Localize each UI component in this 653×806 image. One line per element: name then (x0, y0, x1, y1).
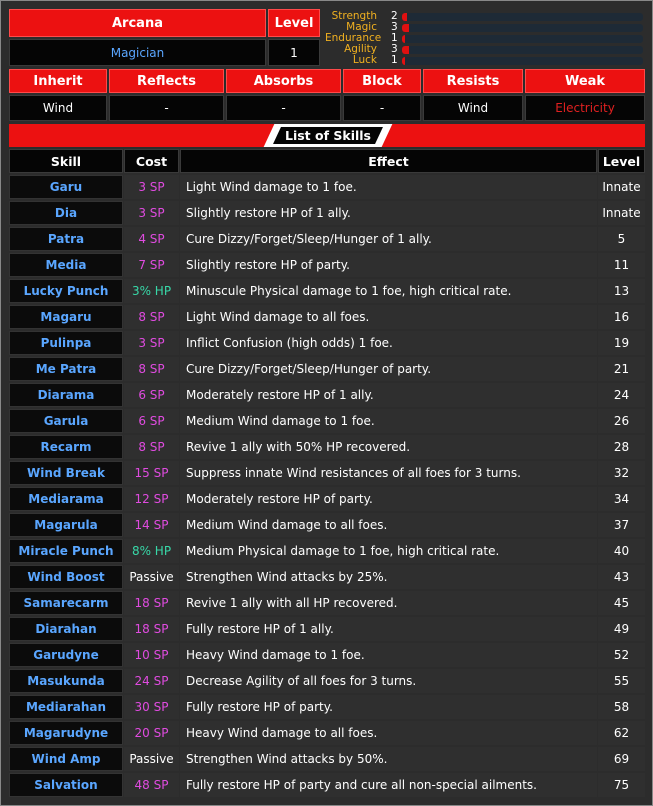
skill-effect: Light Wind damage to 1 foe. (180, 175, 597, 199)
skill-cost: 15 SP (124, 461, 179, 485)
skill-effect: Revive 1 ally with 50% HP recovered. (180, 435, 597, 459)
skill-name-link[interactable]: Wind Break (9, 461, 123, 485)
skill-level: 24 (598, 383, 645, 407)
skill-row (9, 539, 645, 563)
affinity-value-inherit: Wind (9, 95, 107, 121)
stat-value: 3 (391, 21, 398, 33)
skill-row (9, 461, 645, 485)
stat-bar-fill (402, 13, 407, 21)
skill-level: 75 (598, 773, 645, 797)
skill-row (9, 253, 645, 277)
skill-effect: Fully restore HP of party. (180, 695, 597, 719)
skill-name-link[interactable]: Dia (9, 201, 123, 225)
skill-row (9, 201, 645, 225)
skill-row (9, 409, 645, 433)
arcana-header: Arcana (9, 9, 266, 37)
skill-row (9, 747, 645, 771)
arcana-value[interactable]: Magician (9, 39, 266, 66)
skill-row (9, 591, 645, 615)
skill-name-link[interactable]: Media (9, 253, 123, 277)
skill-level: 37 (598, 513, 645, 537)
header-effect: Effect (180, 149, 597, 173)
skill-level: 21 (598, 357, 645, 381)
skill-level: 34 (598, 487, 645, 511)
skill-row (9, 617, 645, 641)
stat-value: 3 (391, 43, 398, 55)
skill-cost: 3 SP (124, 175, 179, 199)
skill-cost: 48 SP (124, 773, 179, 797)
skill-cost: 8 SP (124, 435, 179, 459)
skill-level: 26 (598, 409, 645, 433)
affinity-header-absorbs: Absorbs (226, 69, 341, 93)
skill-row (9, 643, 645, 667)
stat-bar-fill (402, 46, 409, 54)
skill-cost: 30 SP (124, 695, 179, 719)
stat-bar-fill (402, 57, 405, 65)
skill-level: 43 (598, 565, 645, 589)
level-value: 1 (268, 39, 320, 66)
skill-level: 52 (598, 643, 645, 667)
skill-row (9, 331, 645, 355)
skill-effect: Heavy Wind damage to all foes. (180, 721, 597, 745)
skill-name-link[interactable]: Garu (9, 175, 123, 199)
stat-bar-fill (402, 24, 409, 32)
skill-name-link[interactable]: Diarama (9, 383, 123, 407)
skill-level: 19 (598, 331, 645, 355)
stat-label: Agility (344, 43, 377, 55)
skill-row (9, 565, 645, 589)
skill-cost: 14 SP (124, 513, 179, 537)
skill-level: 32 (598, 461, 645, 485)
header-level: Level (598, 149, 645, 173)
affinity-value-resists: Wind (423, 95, 523, 121)
skill-level: 69 (598, 747, 645, 771)
skill-name-link[interactable]: Miracle Punch (9, 539, 123, 563)
skill-cost: Passive (124, 747, 179, 771)
skill-name-link[interactable]: Salvation (9, 773, 123, 797)
skill-row (9, 513, 645, 537)
skill-row (9, 279, 645, 303)
skill-level: 55 (598, 669, 645, 693)
skill-effect: Moderately restore HP of 1 ally. (180, 383, 597, 407)
skill-name-link[interactable]: Garudyne (9, 643, 123, 667)
stat-bar (402, 24, 643, 32)
skill-row (9, 175, 645, 199)
header-cost: Cost (124, 149, 179, 173)
skill-level: 13 (598, 279, 645, 303)
skill-cost: 8% HP (124, 539, 179, 563)
level-header: Level (268, 9, 320, 37)
skill-level: 5 (598, 227, 645, 251)
skill-row (9, 669, 645, 693)
skill-cost: 10 SP (124, 643, 179, 667)
skill-level: Innate (598, 201, 645, 225)
skill-level: 28 (598, 435, 645, 459)
skill-effect: Medium Wind damage to 1 foe. (180, 409, 597, 433)
skill-effect: Revive 1 ally with all HP recovered. (180, 591, 597, 615)
stat-bar-fill (402, 35, 405, 43)
skill-effect: Light Wind damage to all foes. (180, 305, 597, 329)
skill-effect: Slightly restore HP of party. (180, 253, 597, 277)
skill-name-link[interactable]: Me Patra (9, 357, 123, 381)
skill-effect: Cure Dizzy/Forget/Sleep/Hunger of 1 ally. (180, 227, 597, 251)
stat-label: Magic (346, 21, 377, 33)
stat-value: 1 (391, 54, 398, 66)
skill-cost: Passive (124, 565, 179, 589)
skill-name-link[interactable]: Lucky Punch (9, 279, 123, 303)
skill-cost: 4 SP (124, 227, 179, 251)
skill-effect: Minuscule Physical damage to 1 foe, high critical rate. (180, 279, 597, 303)
skill-cost: 24 SP (124, 669, 179, 693)
skill-effect: Decrease Agility of all foes for 3 turns. (180, 669, 597, 693)
header-skill: Skill (9, 149, 123, 173)
stat-label: Luck (352, 54, 377, 66)
affinity-value-reflects: - (109, 95, 224, 121)
skill-row (9, 357, 645, 381)
skill-cost: 3 SP (124, 331, 179, 355)
skill-row (9, 487, 645, 511)
affinity-value-weak: Electricity (525, 95, 645, 121)
skill-name-link[interactable]: Mediarahan (9, 695, 123, 719)
skill-effect: Inflict Confusion (high odds) 1 foe. (180, 331, 597, 355)
skill-name-link[interactable]: Magarula (9, 513, 123, 537)
skill-cost: 6 SP (124, 409, 179, 433)
skill-cost: 12 SP (124, 487, 179, 511)
skill-name-link[interactable]: Diarahan (9, 617, 123, 641)
skill-cost: 20 SP (124, 721, 179, 745)
skill-row (9, 773, 645, 797)
skill-name-link[interactable]: Pulinpa (9, 331, 123, 355)
skill-name-link[interactable]: Patra (9, 227, 123, 251)
skill-cost: 6 SP (124, 383, 179, 407)
skill-name-link[interactable]: Wind Boost (9, 565, 123, 589)
skill-level: 45 (598, 591, 645, 615)
affinity-header-weak: Weak (525, 69, 645, 93)
skill-effect: Fully restore HP of party and cure all non-special ailments. (180, 773, 597, 797)
skill-level: 49 (598, 617, 645, 641)
skills-title: List of Skills (284, 128, 371, 143)
skill-name-link[interactable]: Wind Amp (9, 747, 123, 771)
skill-level: 58 (598, 695, 645, 719)
skill-cost: 8 SP (124, 305, 179, 329)
skill-row (9, 695, 645, 719)
skill-effect: Moderately restore HP of party. (180, 487, 597, 511)
skill-level: 62 (598, 721, 645, 745)
skill-level: 11 (598, 253, 645, 277)
skill-cost: 7 SP (124, 253, 179, 277)
skill-row (9, 435, 645, 459)
skill-name-link[interactable]: Magaru (9, 305, 123, 329)
affinity-value-absorbs: - (226, 95, 341, 121)
stat-value: 1 (391, 32, 398, 44)
skill-cost: 18 SP (124, 591, 179, 615)
skill-level: Innate (598, 175, 645, 199)
skill-cost: 3% HP (124, 279, 179, 303)
skill-name-link[interactable]: Garula (9, 409, 123, 433)
skill-effect: Slightly restore HP of 1 ally. (180, 201, 597, 225)
affinity-header-reflects: Reflects (109, 69, 224, 93)
affinity-header-inherit: Inherit (9, 69, 107, 93)
skill-row (9, 305, 645, 329)
skill-name-link[interactable]: Masukunda (9, 669, 123, 693)
skill-name-link[interactable]: Samarecarm (9, 591, 123, 615)
skill-effect: Medium Physical damage to 1 foe, high critical rate. (180, 539, 597, 563)
skill-row (9, 227, 645, 251)
skill-effect: Strengthen Wind attacks by 25%. (180, 565, 597, 589)
stat-bar (402, 57, 643, 65)
skill-effect: Fully restore HP of 1 ally. (180, 617, 597, 641)
affinity-header-block: Block (343, 69, 421, 93)
stat-label: Endurance (325, 32, 382, 44)
skill-level: 16 (598, 305, 645, 329)
skill-name-link[interactable]: Mediarama (9, 487, 123, 511)
stat-bar (402, 46, 643, 54)
skill-cost: 8 SP (124, 357, 179, 381)
skill-effect: Strengthen Wind attacks by 50%. (180, 747, 597, 771)
stat-value: 2 (391, 10, 398, 22)
skill-name-link[interactable]: Magarudyne (9, 721, 123, 745)
skill-effect: Heavy Wind damage to 1 foe. (180, 643, 597, 667)
skill-effect: Medium Wind damage to all foes. (180, 513, 597, 537)
affinity-value-block: - (343, 95, 421, 121)
stat-bar (402, 35, 643, 43)
skill-row (9, 383, 645, 407)
skill-cost: 18 SP (124, 617, 179, 641)
stat-bar (402, 13, 643, 21)
stat-label: Strength (331, 10, 377, 22)
skill-effect: Cure Dizzy/Forget/Sleep/Hunger of party. (180, 357, 597, 381)
skill-name-link[interactable]: Recarm (9, 435, 123, 459)
affinity-header-resists: Resists (423, 69, 523, 93)
skill-effect: Suppress innate Wind resistances of all foes for 3 turns. (180, 461, 597, 485)
skill-level: 40 (598, 539, 645, 563)
skill-row (9, 721, 645, 745)
skill-cost: 3 SP (124, 201, 179, 225)
